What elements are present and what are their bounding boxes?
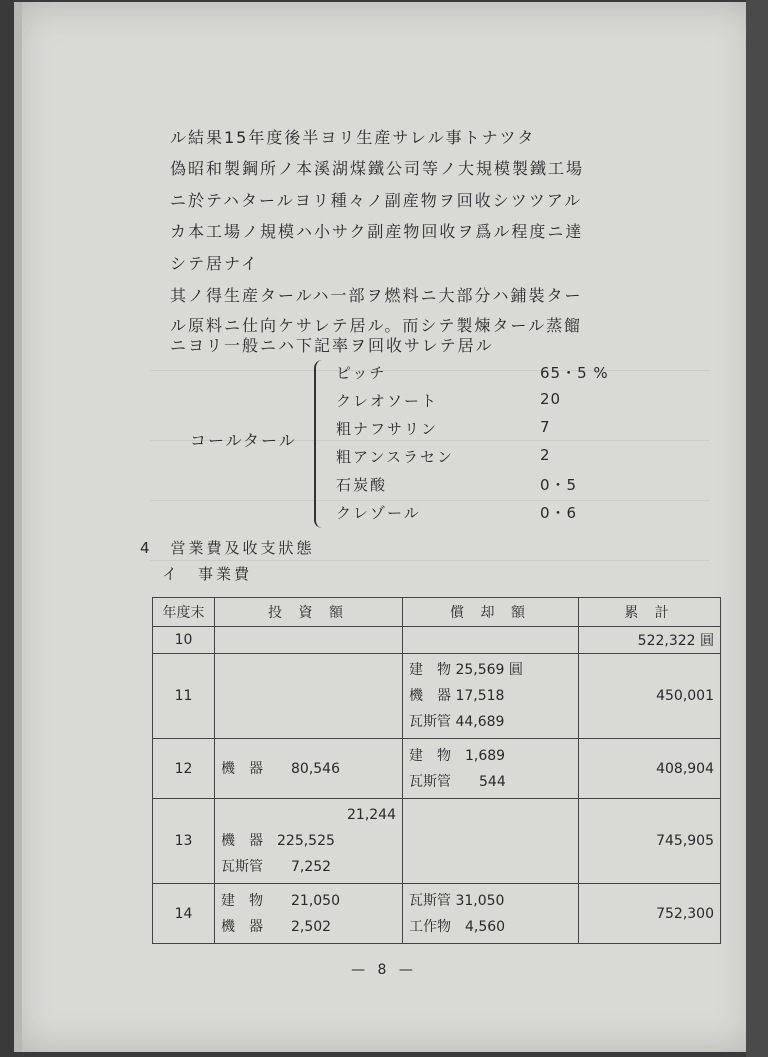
- paragraph-line: ニ於テハタールヨリ種々ノ副産物ヲ回收シツツアル: [170, 191, 583, 210]
- investment-item: 機 器 225,525: [221, 833, 335, 849]
- row-year: 10: [153, 627, 215, 654]
- component-value: 7: [540, 418, 551, 436]
- depreciation-item: 工作物 4,560: [409, 918, 506, 935]
- row-cumulative: 745,905: [579, 799, 721, 884]
- row-investment: [215, 627, 403, 654]
- investment-item: 瓦斯管 7,252: [221, 859, 332, 875]
- row-investment: [215, 739, 403, 799]
- paragraph-line: 偽昭和製鋼所ノ本溪湖煤鐵公司等ノ大規模製鐵工場: [170, 159, 585, 178]
- investment-item: 建 物 21,050: [221, 892, 340, 909]
- investment-item: 機 器 80,546: [221, 760, 340, 777]
- sub-heading: イ 事業費: [162, 565, 253, 583]
- depreciation-item: 瓦斯管 544: [409, 773, 506, 790]
- page-number: — 8 —: [351, 962, 417, 978]
- row-year: 14: [153, 884, 215, 944]
- header-cumulative: 累 計: [579, 598, 721, 627]
- table-row: [153, 799, 721, 884]
- paragraph-line: ル原料ニ仕向ケサレテ居ル。而シテ製煉タール蒸餾: [170, 316, 583, 335]
- coal-tar-label: コールタール: [190, 431, 297, 450]
- investment-item: 21,244: [347, 807, 396, 823]
- component-value: 65・5 %: [540, 364, 609, 382]
- depreciation-item: 瓦斯管 44,689: [409, 714, 505, 730]
- section-heading: 4 営業費及收支狀態: [140, 539, 315, 557]
- table-row: [153, 627, 721, 654]
- paragraph-line: シテ居ナイ: [170, 254, 259, 273]
- header-depreciation: 償 却 額: [403, 598, 579, 627]
- component-name: クレゾール: [336, 504, 421, 522]
- header-year: 年度末: [153, 598, 215, 627]
- bleed-through-line: [150, 500, 710, 501]
- bleed-through-line: [150, 560, 710, 561]
- row-cumulative: 522,322 圓: [579, 627, 721, 654]
- header-investment: 投 資 額: [215, 598, 403, 627]
- depreciation-item: 瓦斯管 31,050: [409, 892, 505, 909]
- row-investment: [215, 884, 403, 944]
- component-value: 20: [540, 390, 562, 408]
- paragraph-line: ル結果15年度後半ヨリ生産サレル事トナツタ: [170, 128, 536, 147]
- row-depreciation: [403, 799, 579, 884]
- row-depreciation: [403, 739, 579, 799]
- depreciation-item: 機 器 17,518: [409, 688, 505, 704]
- component-value: 2: [540, 446, 551, 464]
- page-right-edge: [746, 0, 768, 1057]
- depreciation-item: 建 物 1,689: [409, 747, 506, 764]
- row-investment: [215, 799, 403, 884]
- row-depreciation: [403, 884, 579, 944]
- paragraph-line: カ本工場ノ規模ハ小サク副産物回收ヲ爲ル程度ニ達: [170, 222, 584, 241]
- row-year: 12: [153, 739, 215, 799]
- component-value: 0・5: [540, 476, 578, 494]
- paragraph-line: 其ノ得生産タールハ一部ヲ燃料ニ大部分ハ鋪裝ター: [170, 286, 583, 305]
- depreciation-item: 建 物 25,569 圓: [409, 662, 523, 678]
- row-year: 13: [153, 799, 215, 884]
- row-cumulative: 408,904: [579, 739, 721, 799]
- table-row: [153, 884, 721, 944]
- row-depreciation: [403, 627, 579, 654]
- component-name: クレオソート: [336, 392, 439, 410]
- component-name: ピッチ: [336, 364, 387, 382]
- row-cumulative: 450,001: [579, 654, 721, 739]
- expense-table: [152, 597, 721, 944]
- table-row: [153, 739, 721, 799]
- paragraph-line: ニヨリ一般ニハ下記率ヲ回收サレテ居ル: [170, 336, 494, 355]
- row-depreciation: [403, 654, 579, 739]
- investment-item: 機 器 2,502: [221, 918, 332, 935]
- component-value: 0・6: [540, 504, 578, 522]
- table-row: [153, 654, 721, 739]
- component-name: 石炭酸: [336, 476, 388, 494]
- curly-brace: [314, 360, 330, 528]
- component-name: 粗ナフサリン: [336, 420, 439, 438]
- table-header-row: [153, 598, 721, 627]
- page-left-edge: [14, 2, 22, 1052]
- component-name: 粗アンスラセン: [336, 448, 454, 466]
- row-cumulative: 752,300: [579, 884, 721, 944]
- bleed-through-line: [150, 370, 710, 371]
- row-investment: [215, 654, 403, 739]
- row-year: 11: [153, 654, 215, 739]
